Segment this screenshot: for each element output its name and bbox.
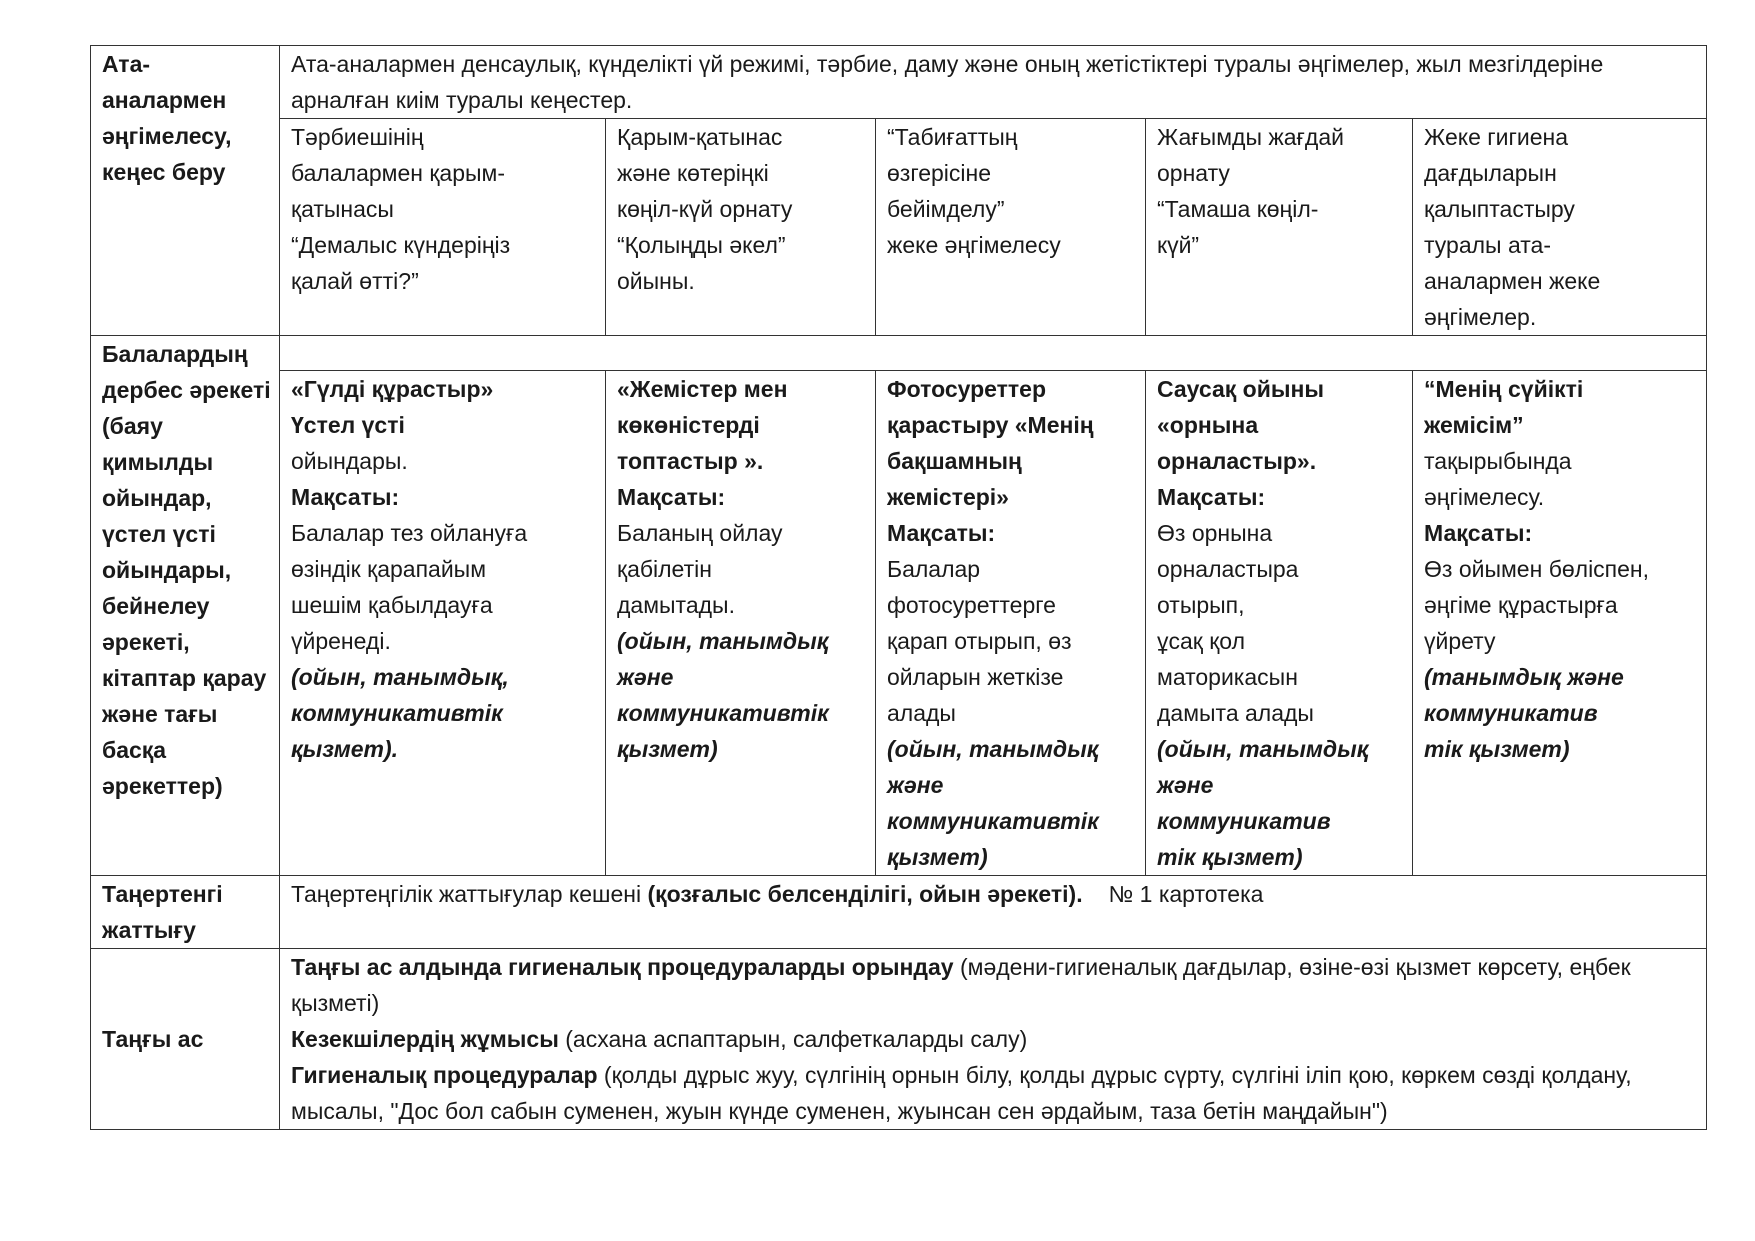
exercise-card-number: № 1 картотека <box>1108 881 1264 907</box>
parents-day-cell <box>1413 119 1707 336</box>
activity-goal: Балалар тез ойлануға <box>291 520 528 546</box>
activity-type: коммуникативтік <box>887 808 1099 834</box>
breakfast-item <box>291 949 1700 1021</box>
parents-day-line: қалыптастыру <box>1424 196 1575 222</box>
parents-day-line: орнату <box>1157 160 1230 186</box>
exercise-cell <box>280 876 1707 949</box>
parents-days-row <box>91 119 1707 336</box>
activity-type: (танымдық және <box>1424 664 1624 690</box>
parents-day-line: “Табиғаттың <box>887 124 1018 150</box>
independent-empty-cell <box>280 336 1707 371</box>
parents-day-line: Тәрбиешінің <box>291 124 424 150</box>
activity-type: коммуникативтік <box>617 700 829 726</box>
activity-title: Фотосуреттер <box>887 376 1047 402</box>
breakfast-item-text: (асхана аспаптарын, салфеткаларды салу) <box>558 1026 1028 1052</box>
activity-goal: орналастыра <box>1157 556 1299 582</box>
breakfast-item-title: Таңғы ас алдында гигиеналық процедураларды орындау <box>291 954 954 980</box>
breakfast-item-title: Гигиеналық процедуралар <box>291 1062 598 1088</box>
exercise-bold-text: (қозғалыс белсенділігі, ойын әрекеті). <box>647 881 1083 907</box>
exercise-row <box>91 876 1707 949</box>
parents-row <box>91 46 1707 119</box>
activity-title: «Гүлді құрастыр» <box>291 376 494 402</box>
exercise-text: Таңертеңгілік жаттығулар кешені <box>291 881 642 907</box>
activity-type: тік қызмет) <box>1424 736 1570 762</box>
parents-day-line: жеке әңгімелесу <box>887 232 1061 258</box>
activity-type: және <box>1157 772 1214 798</box>
parents-day-cell <box>280 119 606 336</box>
independent-day-cell <box>606 371 876 876</box>
activity-goal: қарап отырып, өз <box>887 628 1072 654</box>
parents-day-line: Қарым-қатынас <box>617 124 783 150</box>
parents-day-text <box>887 119 1139 263</box>
parents-summary: Ата-аналармен денсаулық, күнделікті үй режимі, тәрбие, даму және оның жетістіктері туралы әңгімелер, жыл мезгілдеріне арналған киім туралы кеңестер. <box>280 46 1707 119</box>
activity-goal: ойларын жеткізе <box>887 664 1064 690</box>
activity-goal: ұсақ қол <box>1157 628 1246 654</box>
activity-type: коммуникативтік <box>291 700 503 726</box>
parents-day-cell <box>876 119 1146 336</box>
activity-type: коммуникатив <box>1157 808 1331 834</box>
activity-type: қызмет) <box>617 736 718 762</box>
parents-day-line: туралы ата- <box>1424 232 1551 258</box>
activity-type: және <box>617 664 674 690</box>
activity-goal-label: Мақсаты: <box>887 520 996 546</box>
activity-goal: Баланың ойлау <box>617 520 783 546</box>
parents-day-text <box>617 119 869 299</box>
activity-title: жемісім” <box>1424 412 1524 438</box>
activity-goal: Өз орнына <box>1157 520 1273 546</box>
parents-day-text <box>291 119 599 299</box>
parents-day-line: бейімделу” <box>887 196 1005 222</box>
activity-goal-label: Мақсаты: <box>1157 484 1266 510</box>
activity-type: коммуникатив <box>1424 700 1598 726</box>
parents-day-line: ойыны. <box>617 268 695 294</box>
parents-day-line: өзгерісіне <box>887 160 992 186</box>
activity-goal: дамыта алады <box>1157 700 1314 726</box>
activity-title: қарастыру «Менің <box>887 412 1094 438</box>
parents-day-line: қалай өтті?” <box>291 268 419 294</box>
activity-goal: отырып, <box>1157 592 1245 618</box>
activity-goal: шешім қабылдауға <box>291 592 493 618</box>
breakfast-row-label: Таңғы ас <box>91 949 280 1130</box>
activity-type: (ойын, танымдық <box>1157 736 1369 762</box>
parents-day-line: “Демалыс күндеріңіз <box>291 232 511 258</box>
activity-title: «орнына <box>1157 412 1259 438</box>
activity-goal-label: Мақсаты: <box>291 484 400 510</box>
activity-type: қызмет). <box>291 736 399 762</box>
independent-days-row <box>91 371 1707 876</box>
breakfast-item <box>291 1057 1700 1129</box>
activity-title: “Менің сүйікті <box>1424 376 1584 402</box>
activity-title: көкөністерді <box>617 412 760 438</box>
activity-title: жемістері» <box>887 484 1009 510</box>
parents-day-line: көңіл-күй орнату <box>617 196 793 222</box>
activity-goal: дамытады. <box>617 592 735 618</box>
parents-day-line: күй” <box>1157 232 1200 258</box>
activity-subtitle: әңгімелесу. <box>1424 484 1545 510</box>
activity-goal: фотосуреттерге <box>887 592 1056 618</box>
parents-day-cell <box>1146 119 1413 336</box>
activity-goal-label: Мақсаты: <box>617 484 726 510</box>
parents-day-line: аналармен жеке <box>1424 268 1601 294</box>
activity-type: (ойын, танымдық, <box>291 664 509 690</box>
breakfast-row <box>91 949 1707 1130</box>
activity-goal-label: Мақсаты: <box>1424 520 1533 546</box>
parents-row-label: Ата-аналармен әңгімелесу, кеңес беру <box>91 46 280 336</box>
schedule-table <box>90 45 1707 1130</box>
activity-goal: маторикасын <box>1157 664 1298 690</box>
activity-subtitle: тақырыбында <box>1424 448 1572 474</box>
breakfast-cell <box>280 949 1707 1130</box>
activity-type: тік қызмет) <box>1157 844 1303 870</box>
parents-day-line: және көтеріңкі <box>617 160 769 186</box>
independent-day-cell <box>876 371 1146 876</box>
parents-day-line: әңгімелер. <box>1424 304 1537 330</box>
breakfast-item-text: (қолды дұрыс жуу, сүлгінің орнын білу, қолды дұрыс сүрту, сүлгіні іліп қою, көркем сөзді қолдану, мысалы, "Дос бол сабын суменен, жуын күнде суменен, жуынсан сен әрдайым, таза бетін маңдайын") <box>291 1062 1632 1124</box>
activity-goal: үйрету <box>1424 628 1496 654</box>
activity-title: Саусақ ойыны <box>1157 376 1325 402</box>
activity-goal: Өз ойымен бөліспен, <box>1424 556 1650 582</box>
parents-day-line: Жағымды жағдай <box>1157 124 1344 150</box>
activity-subtitle: ойындары. <box>291 448 408 474</box>
breakfast-item <box>291 1021 1700 1057</box>
activity-goal: қабілетін <box>617 556 712 582</box>
activity-goal: әңгіме құрастырға <box>1424 592 1618 618</box>
activity-type: (ойын, танымдық <box>887 736 1099 762</box>
parents-day-line: дағдыларын <box>1424 160 1557 186</box>
parents-day-text <box>1157 119 1406 263</box>
activity-title: бақшамның <box>887 448 1022 474</box>
activity-title: Үстел үсті <box>291 412 405 438</box>
independent-empty-row <box>91 336 1707 371</box>
activity-title: «Жемістер мен <box>617 376 788 402</box>
parents-day-line: балалармен қарым- <box>291 160 505 186</box>
activity-goal: үйренеді. <box>291 628 391 654</box>
independent-row-label: Балалардың дербес әрекеті (баяу қимылды ойындар, үстел үсті ойындары, бейнелеу әрекеті, кітаптар қарау және тағы басқа әрекеттер) <box>91 336 280 876</box>
activity-goal: алады <box>887 700 956 726</box>
breakfast-item-text: (мәдени-гигиеналық дағдылар, өзіне-өзі қызмет көрсету, еңбек қызметі) <box>291 954 1631 1016</box>
exercise-row-label: Таңертенгі жаттығу <box>91 876 280 949</box>
activity-type: және <box>887 772 944 798</box>
activity-goal: өзіндік қарапайым <box>291 556 487 582</box>
activity-type: қызмет) <box>887 844 988 870</box>
parents-day-line: Жеке гигиена <box>1424 124 1569 150</box>
parents-day-line: “Тамаша көңіл- <box>1157 196 1319 222</box>
activity-title: топтастыр ». <box>617 448 764 474</box>
independent-day-cell <box>1413 371 1707 876</box>
independent-day-cell <box>280 371 606 876</box>
parents-day-cell <box>606 119 876 336</box>
parents-day-text <box>1424 119 1700 335</box>
independent-day-cell <box>1146 371 1413 876</box>
parents-day-line: “Қолыңды әкел” <box>617 232 786 258</box>
breakfast-item-title: Кезекшілердің жұмысы <box>291 1026 559 1052</box>
parents-day-line: қатынасы <box>291 196 394 222</box>
activity-type: (ойын, танымдық <box>617 628 829 654</box>
activity-goal: Балалар <box>887 556 981 582</box>
activity-title: орналастыр». <box>1157 448 1317 474</box>
